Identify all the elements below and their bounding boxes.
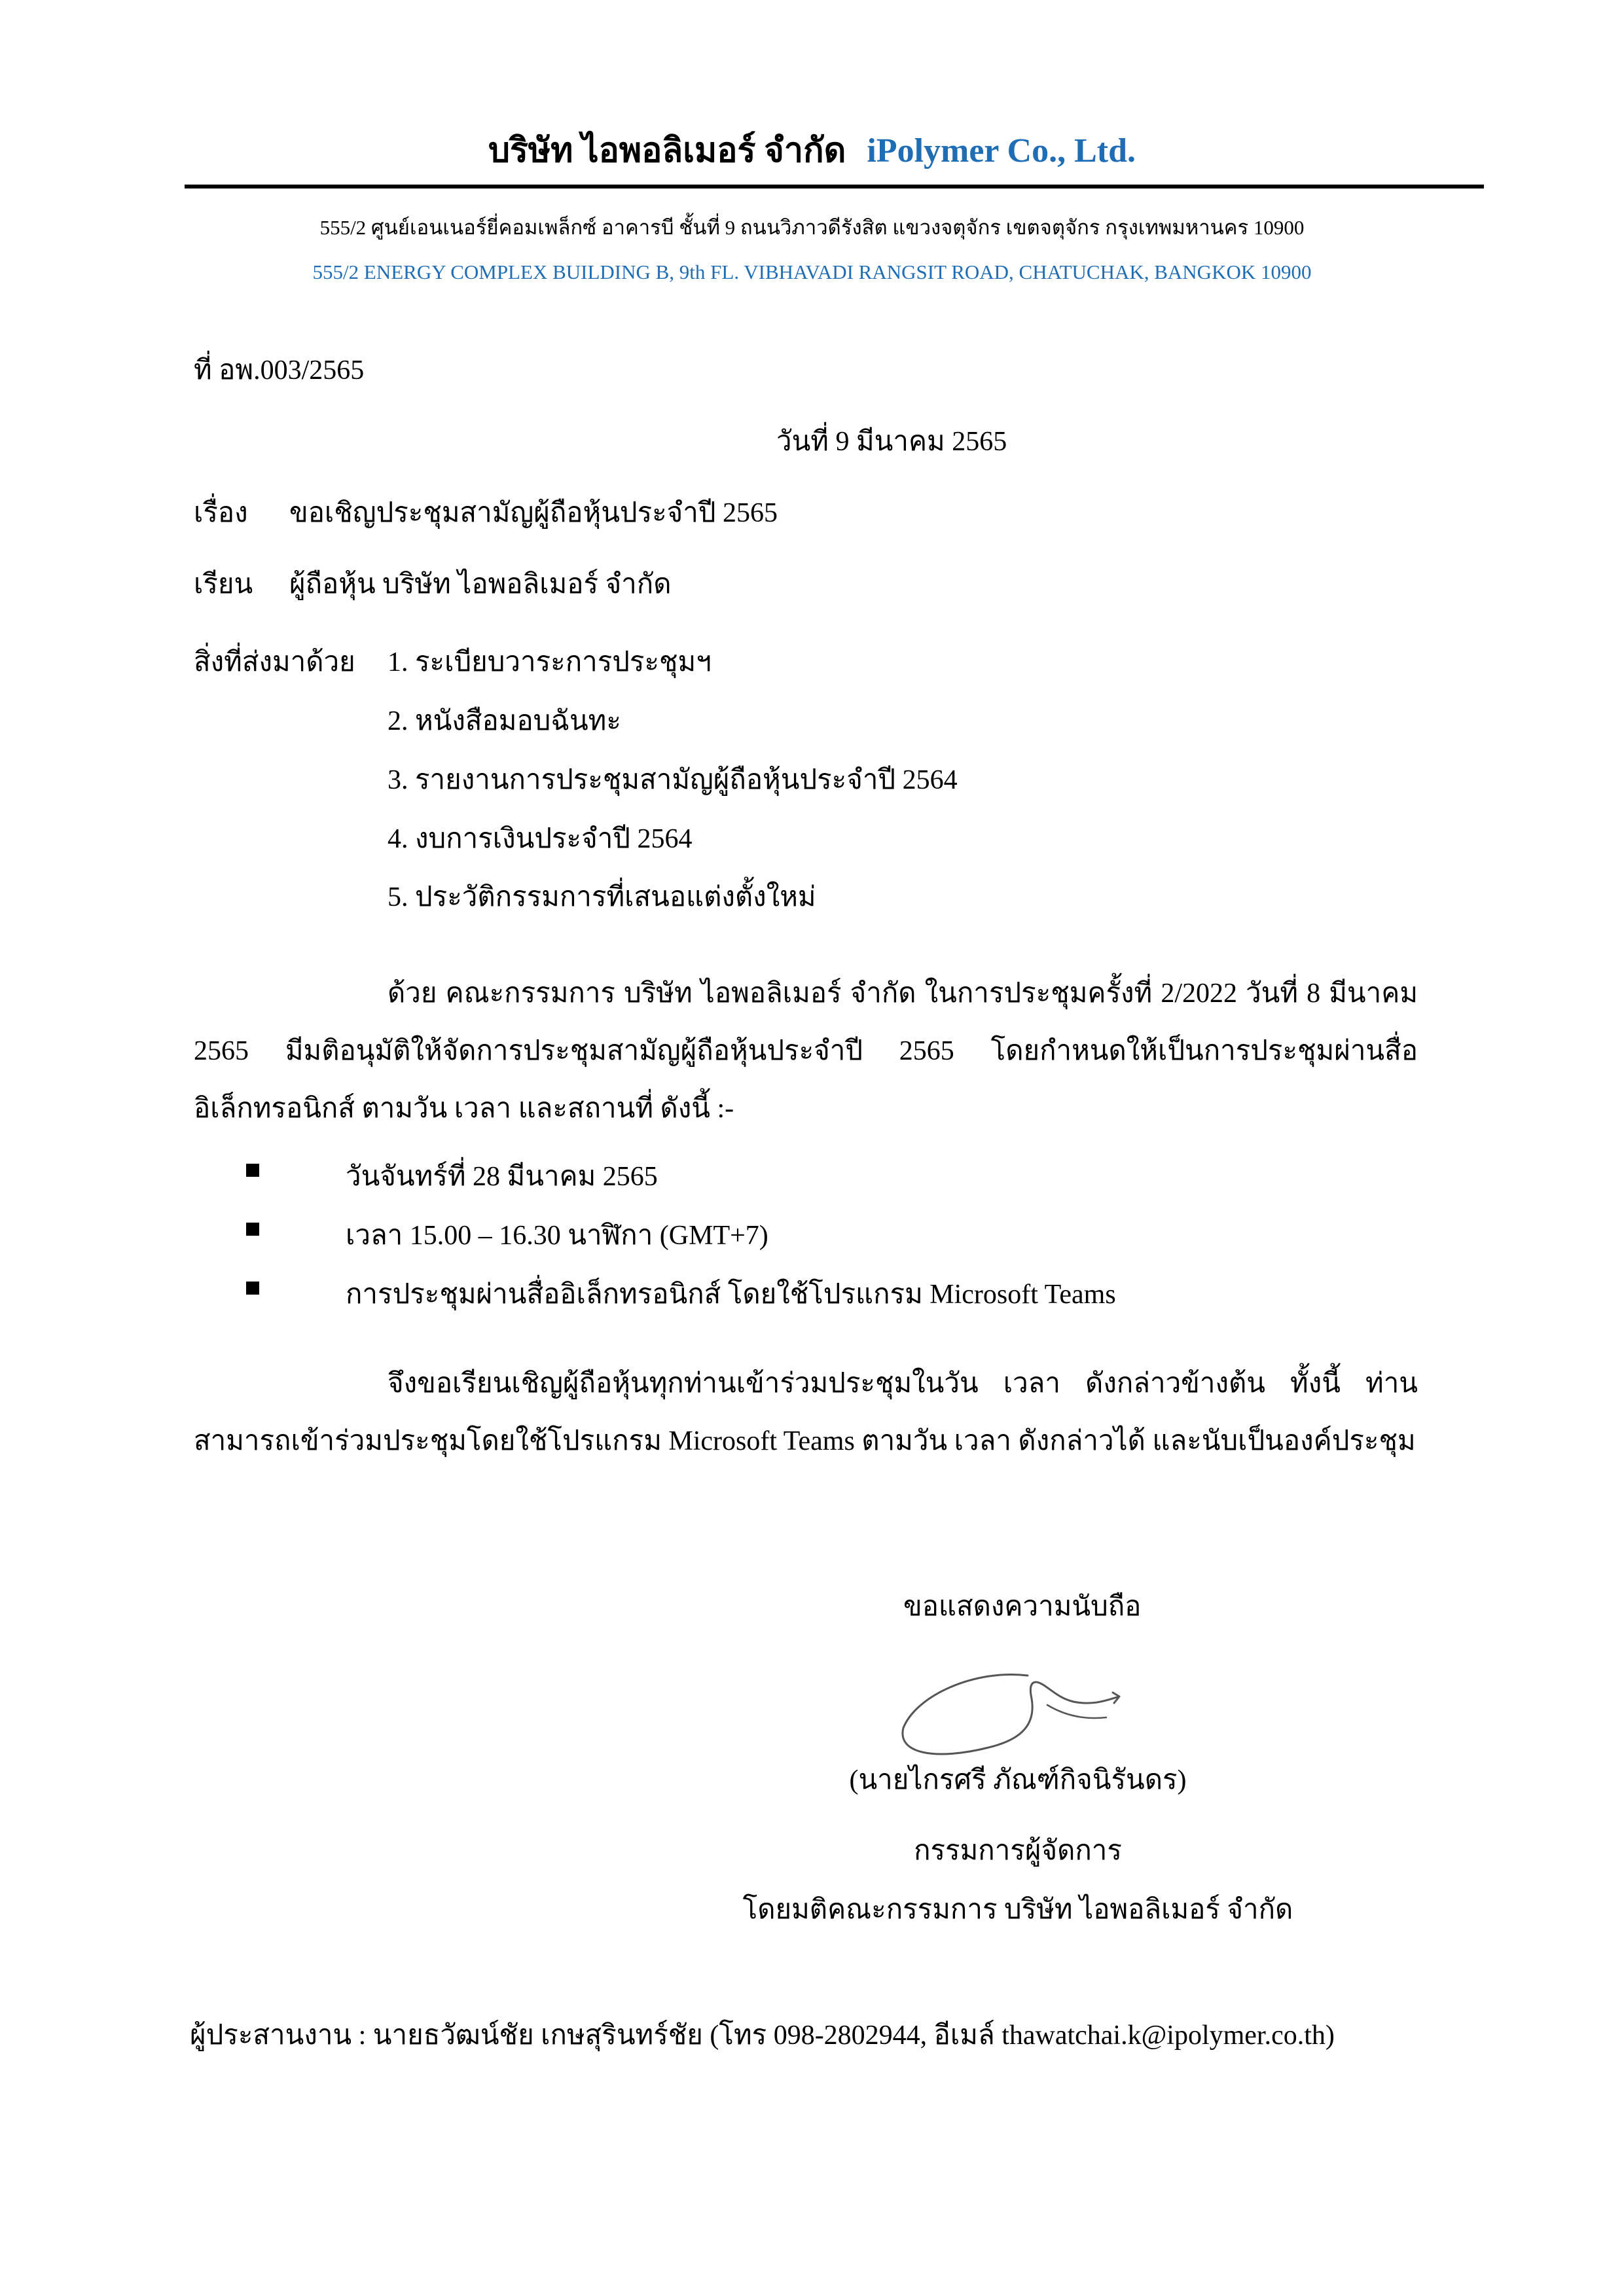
recipient-text: ผู้ถือหุ้น บริษัท ไอพอลิเมอร์ จำกัด — [289, 569, 672, 600]
enclosures-label: สิ่งที่ส่งมาด้วย — [194, 647, 355, 677]
paragraph-text: ด้วย คณะกรรมการ บริษัท ไอพอลิเมอร์ จำกัด ในการประชุมครั้งที่ 2/2022 วันที่ 8 มีนาคม 2565 มีมติอนุมัติให้จัดการประชุมสามัญผู้ถือหุ้นประจำปี 2565 โดยกำหนดให้เป็นการประชุมผ่านสื่ออิเล็กทรอนิกส์ ตามวัน เวลา และสถานที่ ดังนี้ :- — [194, 978, 1418, 1124]
recipient-label: เรียน — [194, 569, 253, 600]
company-address-thai: 555/2 ศูนย์เอนเนอร์ยี่คอมเพล็กซ์ อาคารบี ชั้นที่ 9 ถนนวิภาวดีรังสิต แขวงจตุจักร เขตจตุจักร กรุงเทพมหานคร 10900 — [319, 216, 1305, 239]
signer-name: (นายไกรศรี ภัณฑ์กิจนิรันดร) — [849, 1765, 1187, 1795]
letterhead-divider — [185, 185, 1484, 188]
enclosure-item: 5. ประวัติกรรมการที่เสนอแต่งตั้งใหม่ — [388, 882, 816, 912]
signer-authority: โดยมติคณะกรรมการ บริษัท ไอพอลิเมอร์ จำกัด — [742, 1895, 1293, 1925]
enclosure-item: 3. รายงานการประชุมสามัญผู้ถือหุ้นประจำปี 2564 — [388, 765, 958, 795]
bullet-square-icon — [246, 1223, 259, 1236]
letterhead-title — [0, 128, 1624, 174]
handwritten-signature — [897, 1649, 1132, 1767]
bullet-square-icon — [246, 1164, 259, 1177]
meeting-time-item: เวลา 15.00 – 16.30 นาฬิกา (GMT+7) — [346, 1221, 768, 1251]
company-name-english: iPolymer Co., Ltd. — [867, 132, 1136, 170]
company-name-thai: บริษัท ไอพอลิเมอร์ จำกัด — [488, 132, 846, 170]
coordinator-contact: ผู้ประสานงาน : นายธวัฒน์ชัย เกษสุรินทร์ชัย (โทร 098-2802944, อีเมล์ thawatchai.k@ipolymer.co.th) — [190, 2020, 1335, 2051]
company-address-english: 555/2 ENERGY COMPLEX BUILDING B, 9th FL. VIBHAVADI RANGSIT ROAD, CHATUCHAK, BANGKOK 10900 — [312, 260, 1312, 283]
signer-position: กรรมการผู้จัดการ — [914, 1836, 1122, 1866]
body-paragraph-meeting-resolution — [194, 965, 1418, 1138]
enclosure-item: 1. ระเบียบวาระการประชุมฯ — [388, 647, 712, 677]
enclosure-item: 4. งบการเงินประจำปี 2564 — [388, 824, 693, 854]
meeting-date-item: วันจันทร์ที่ 28 มีนาคม 2565 — [346, 1162, 658, 1192]
bullet-square-icon — [246, 1282, 259, 1295]
letter-date: วันที่ 9 มีนาคม 2565 — [776, 427, 1007, 457]
body-paragraph-invitation — [194, 1355, 1418, 1470]
meeting-venue-item: การประชุมผ่านสื่ออิเล็กทรอนิกส์ โดยใช้โปรแกรม Microsoft Teams — [346, 1280, 1116, 1310]
closing-salutation: ขอแสดงความนับถือ — [903, 1592, 1142, 1622]
enclosure-item: 2. หนังสือมอบฉันทะ — [388, 706, 621, 736]
subject-text: ขอเชิญประชุมสามัญผู้ถือหุ้นประจำปี 2565 — [289, 498, 778, 528]
letter-reference-number: ที่ อพ.003/2565 — [194, 355, 365, 386]
paragraph-text: จึงขอเรียนเชิญผู้ถือหุ้นทุกท่านเข้าร่วมประชุมในวัน เวลา ดังกล่าวข้างต้น ทั้งนี้ ท่านสามารถเข้าร่วมประชุมโดยใช้โปรแกรม Microsoft Teams ตามวัน เวลา ดังกล่าวได้ และนับเป็นองค์ประชุม — [194, 1369, 1418, 1456]
subject-label: เรื่อง — [194, 498, 248, 528]
